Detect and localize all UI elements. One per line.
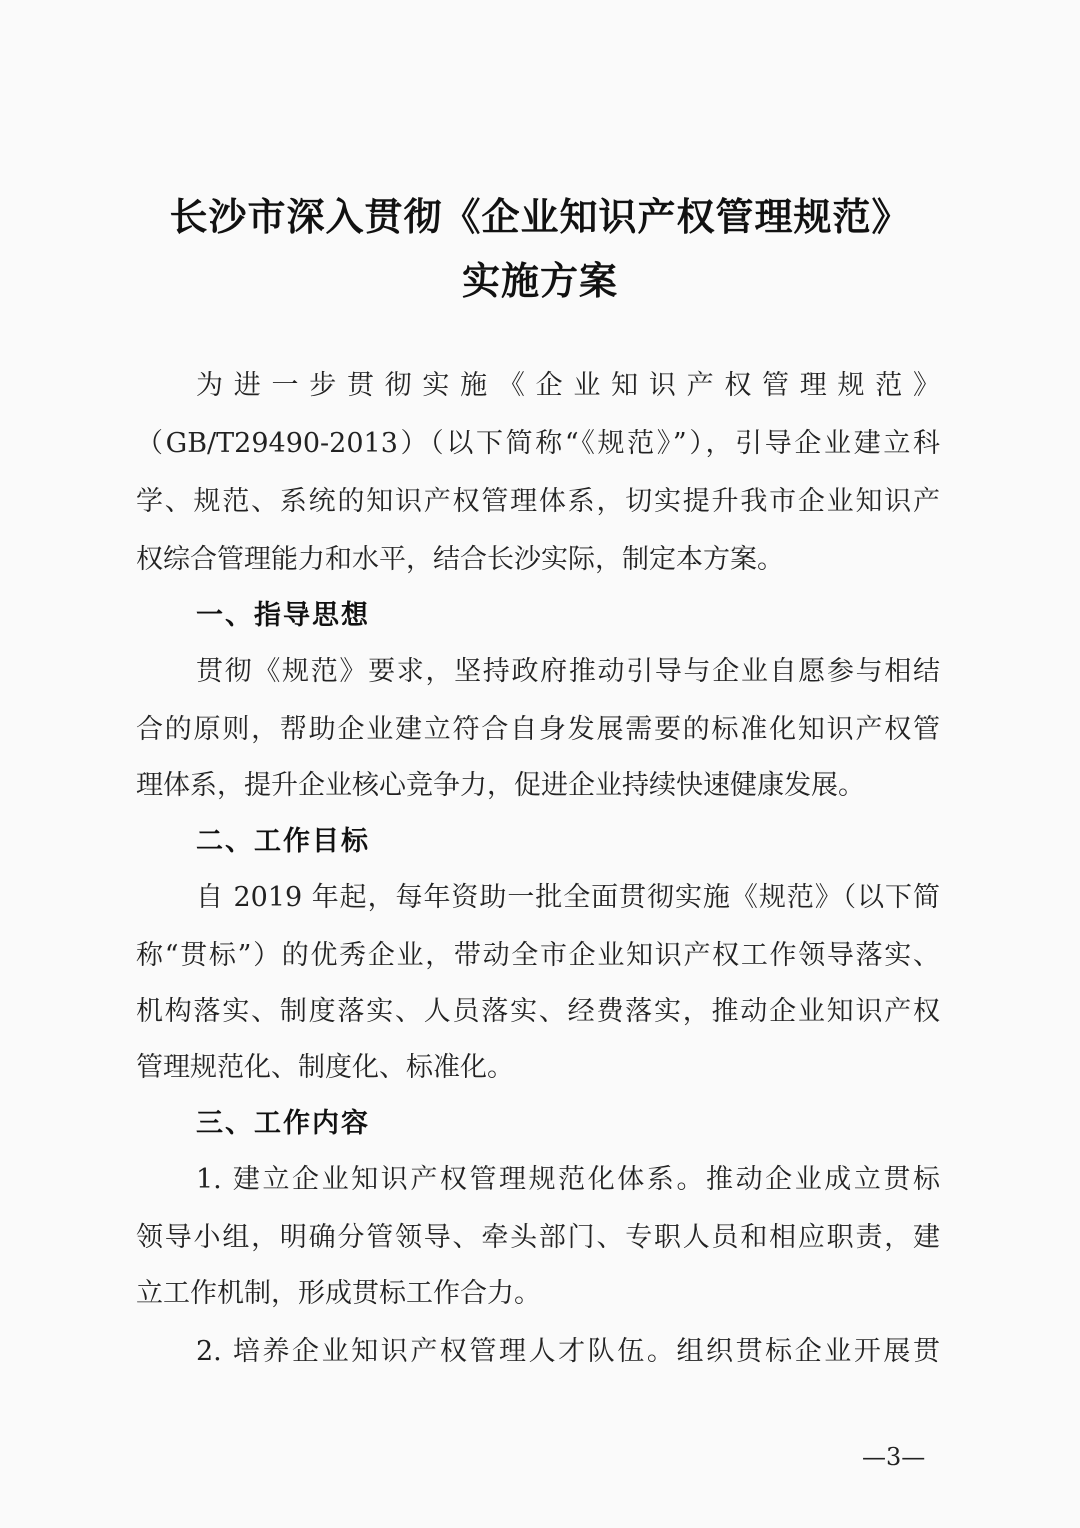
section1-line-2: 合的原则，帮助企业建立符合自身发展需要的标准化知识产权管 bbox=[136, 714, 940, 745]
intro-line-4: 权综合管理能力和水平，结合长沙实际，制定本方案。 bbox=[136, 544, 784, 575]
section1-line-1: 贯彻《规范》要求，坚持政府推动引导与企业自愿参与相结 bbox=[196, 656, 940, 687]
section2-line-3: 机构落实、制度落实、人员落实、经费落实，推动企业知识产权 bbox=[136, 996, 940, 1027]
intro-line-1: 为进一步贯彻实施《企业知识产权管理规范》 bbox=[196, 370, 940, 401]
page-number: —3— bbox=[862, 1443, 926, 1471]
document-title-line-2: 实施方案 bbox=[461, 258, 618, 303]
section2-line-2: 称“贯标”）的优秀企业，带动全市企业知识产权工作领导落实、 bbox=[136, 940, 940, 971]
intro-line-2: （GB/T29490-2013）（以下简称“《规范》”），引导企业建立科 bbox=[136, 428, 940, 459]
section3-item1-line-1: 1. 建立企业知识产权管理规范化体系。推动企业成立贯标 bbox=[196, 1164, 940, 1195]
intro-line-3: 学、规范、系统的知识产权管理体系，切实提升我市企业知识产 bbox=[136, 486, 940, 517]
section1-line-3: 理体系，提升企业核心竞争力，促进企业持续快速健康发展。 bbox=[136, 770, 865, 801]
section-heading-work-content: 三、工作内容 bbox=[196, 1108, 370, 1139]
section3-item1-line-2: 领导小组，明确分管领导、牵头部门、专职人员和相应职责，建 bbox=[136, 1222, 940, 1253]
section2-line-4: 管理规范化、制度化、标准化。 bbox=[136, 1052, 514, 1083]
section-heading-work-goals: 二、工作目标 bbox=[196, 826, 370, 857]
section3-item1-line-3: 立工作机制，形成贯标工作合力。 bbox=[136, 1278, 541, 1309]
section-heading-guiding-ideology: 一、指导思想 bbox=[196, 600, 370, 631]
section2-line-1: 自 2019 年起，每年资助一批全面贯彻实施《规范》（以下简 bbox=[196, 882, 940, 913]
document-title-line-1: 长沙市深入贯彻《企业知识产权管理规范》 bbox=[169, 194, 911, 239]
section3-item2-line-1: 2. 培养企业知识产权管理人才队伍。组织贯标企业开展贯 bbox=[196, 1336, 940, 1367]
